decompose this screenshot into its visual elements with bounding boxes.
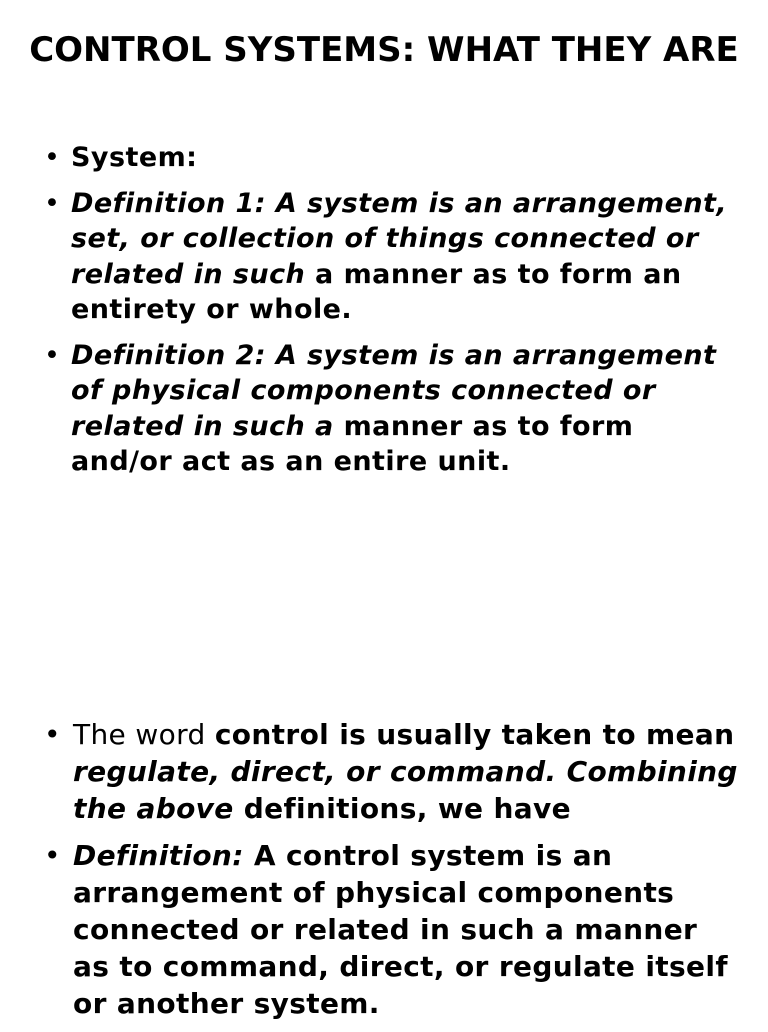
list-item [0, 837, 768, 1022]
bullet-icon: • [44, 839, 61, 872]
definition-2-continuation: manner as to form and/or act as an entire unit. [71, 410, 634, 477]
control-meaning-text: control is usually taken to mean [214, 718, 735, 751]
definition-2-text: Definition 2: A system is an arrangement of physical components connected or related in such a [71, 339, 717, 442]
system-definitions-list [0, 140, 768, 490]
control-definitions-list [0, 716, 768, 1032]
control-definition-label: Definition: [73, 839, 244, 872]
control-definition-text: A control system is an arrangement of physical components connected or related in such a manner as to command, direct, or regulate itself or another system. [73, 839, 728, 1020]
list-item [0, 140, 768, 176]
list-item [0, 716, 768, 827]
list-item [0, 338, 768, 480]
definition-1-continuation: a manner as to form an entirety or whole. [71, 258, 682, 325]
system-label: System: [71, 142, 198, 173]
bullet-icon: • [44, 718, 61, 751]
control-synonyms-text: regulate, direct, or command. Combining the above [73, 755, 738, 825]
control-combining-text: definitions, we have [233, 792, 571, 825]
control-intro-text: The word [73, 718, 215, 751]
definition-1-text: Definition 1: A system is an arrangement, set, or collection of things connected or related in such [71, 187, 728, 290]
bullet-icon: • [44, 187, 61, 219]
list-item [0, 186, 768, 328]
slide-title: CONTROL SYSTEMS: WHAT THEY ARE [29, 30, 739, 70]
bullet-icon: • [44, 142, 61, 173]
bullet-icon: • [44, 339, 61, 371]
